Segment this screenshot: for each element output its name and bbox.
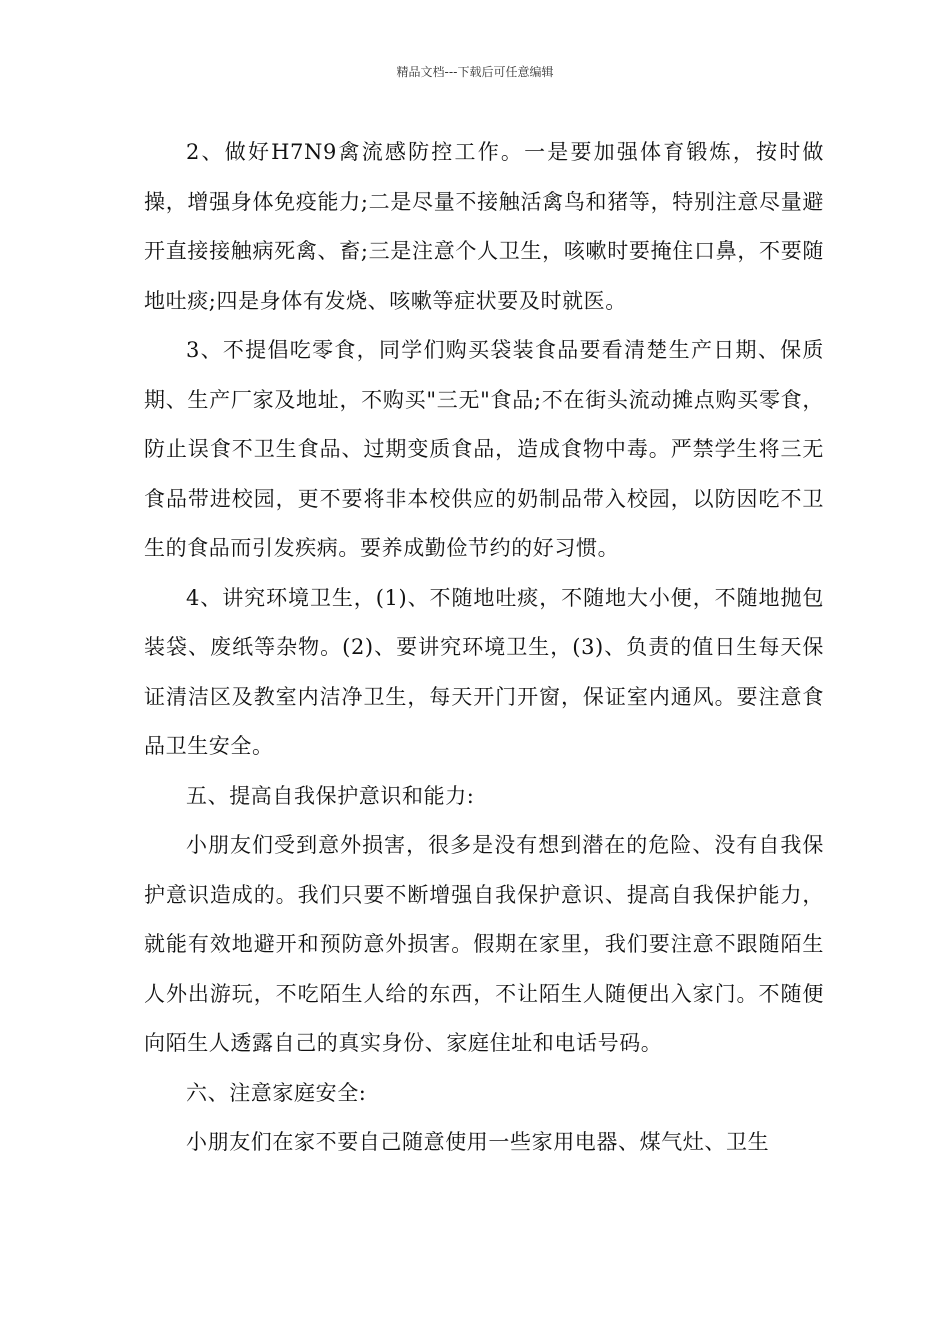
section-heading-self-protection: 五、提高自我保护意识和能力:	[186, 783, 475, 808]
document-body	[144, 128, 824, 1168]
page-header: 精品文档---下载后可任意编辑	[396, 65, 554, 79]
paragraph-self-protection: 小朋友们受到意外损害，很多是没有想到潜在的危险、没有自我保护意识造成的。我们只要不断增强自我保护意识、提高自我保护能力，就能有效地避开和预防意外损害。假期在家里，我们要注意不跟随陌生人外出游玩，不吃陌生人给的东西，不让陌生人随便出入家门。不随便向陌生人透露自己的真实身份、家庭住址和电话号码。	[144, 833, 824, 1055]
paragraph-h7n9-prevention: 2、做好H7N9禽流感防控工作。一是要加强体育锻炼，按时做操，增强身体免疫能力;二是尽量不接触活禽鸟和猪等，特别注意尽量避开直接接触病死禽、畜;三是注意个人卫生，咳嗽时要掩住口鼻，不要随地吐痰;四是身体有发烧、咳嗽等症状要及时就医。	[144, 140, 824, 313]
paragraph-environment-hygiene: 4、讲究环境卫生，(1)、不随地吐痰，不随地大小便，不随地抛包装袋、废纸等杂物。(2)、要讲究环境卫生，(3)、负责的值日生每天保证清洁区及教室内洁净卫生，每天开门开窗，保证室内通风。要注意食品卫生安全。	[144, 585, 824, 758]
section-heading-home-safety: 六、注意家庭安全:	[186, 1080, 367, 1105]
paragraph-home-safety: 小朋友们在家不要自己随意使用一些家用电器、煤气灶、卫生	[186, 1130, 770, 1154]
paragraph-snack-food-safety: 3、不提倡吃零食，同学们购买袋装食品要看清楚生产日期、保质期、生产厂家及地址，不购买"三无"食品;不在街头流动摊点购买零食，防止误食不卫生食品、过期变质食品，造成食物中毒。严禁学生将三无食品带进校园，更不要将非本校供应的奶制品带入校园，以防因吃不卫生的食品而引发疾病。要养成勤俭节约的好习惯。	[144, 338, 824, 560]
